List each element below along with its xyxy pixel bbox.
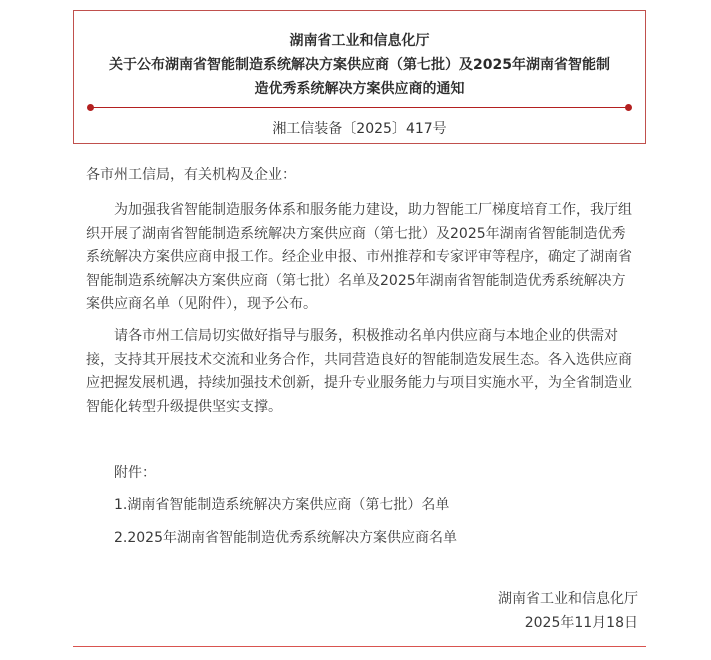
rule-dot-right [625, 104, 632, 111]
notice-title-line-1: 关于公布湖南省智能制造系统解决方案供应商（第七批）及2025年湖南省智能制 [109, 57, 610, 73]
issuer-title: 湖南省工业和信息化厅 [289, 33, 430, 49]
document-number: 湘工信装备〔2025〕417号 [272, 121, 447, 137]
paragraph-2: 请各市州工信局切实做好指导与服务，积极推动名单内供应商与本地企业的供需对接，支持其开展技术交流和业务合作，共同营造良好的智能制造发展生态。各入选供应商应把握发展机遇，持续加强技术创新，提升专业服务能力与项目实施水平，为全省制造业智能化转型升级提供坚实支撑。 [86, 328, 632, 415]
attachment-item-1[interactable]: 1.湖南省智能制造系统解决方案供应商（第七批）名单 [114, 497, 450, 513]
signature-org: 湖南省工业和信息化厅 [498, 591, 638, 607]
signature-date: 2025年11月18日 [524, 615, 638, 631]
attachment-item-2[interactable]: 2.2025年湖南省智能制造优秀系统解决方案供应商名单 [114, 530, 457, 546]
header-divider [90, 107, 629, 108]
attachments-label: 附件： [114, 465, 156, 481]
document-header [73, 10, 646, 144]
notice-title-line-2: 造优秀系统解决方案供应商的通知 [254, 81, 465, 97]
bottom-divider [73, 646, 646, 647]
salutation: 各市州工信局，有关机构及企业： [86, 167, 296, 183]
paragraph-1: 为加强我省智能制造服务体系和服务能力建设，助力智能工厂梯度培育工作，我厅组织开展了湖南省智能制造系统解决方案供应商（第七批）及2025年湖南省智能制造优秀系统解决方案供应商申报工作。经企业申报、市州推荐和专家评审等程序，确定了湖南省智能制造系统解决方案供应商（第七批）名单及2025年湖南省智能制造优秀系统解决方案供应商名单（见附件），现予公布。 [86, 202, 632, 312]
